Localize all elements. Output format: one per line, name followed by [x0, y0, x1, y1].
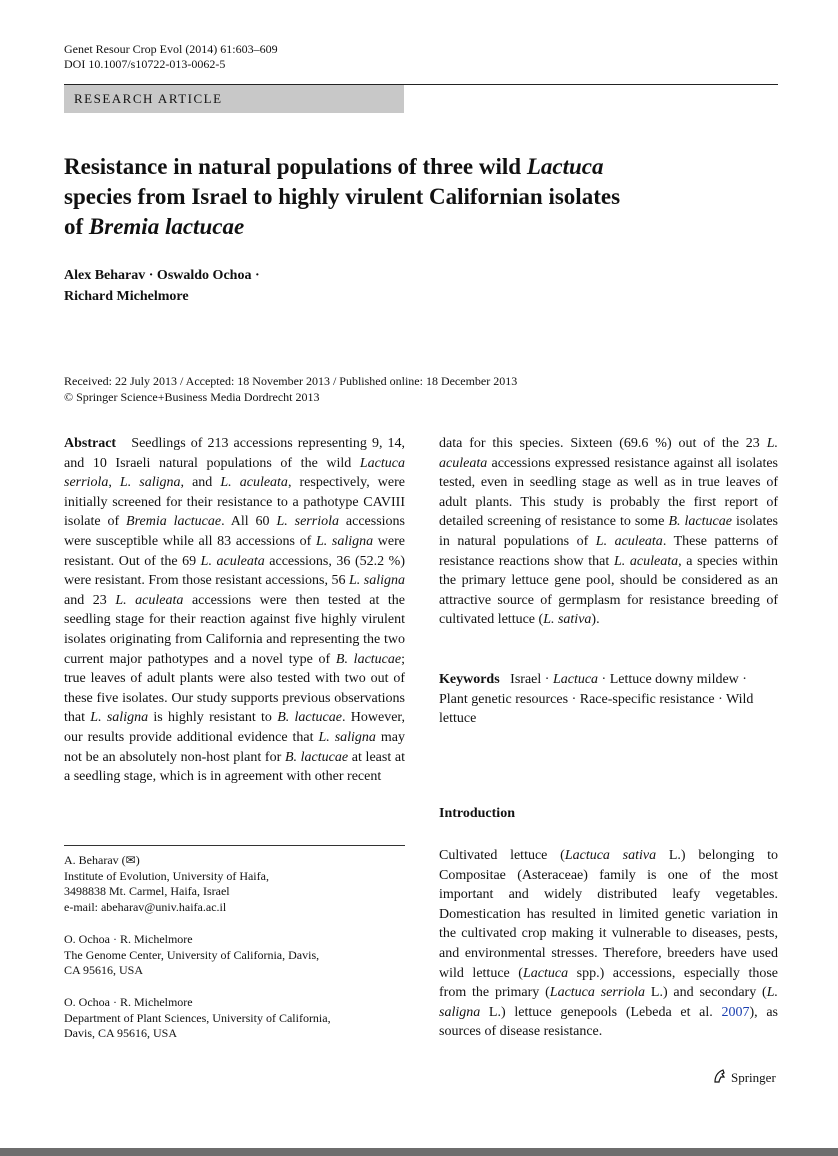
abstract-left [64, 434, 405, 787]
affiliation-line: The Genome Center, University of California, Davis, [64, 947, 320, 962]
affiliation-1 [64, 853, 394, 915]
email-link[interactable]: e-mail: abeharav@univ.haifa.ac.il [64, 899, 227, 914]
affiliation-line: CA 95616, USA [64, 963, 144, 977]
title-line: of Bremia lactucae [64, 214, 245, 239]
article-type-label: RESEARCH ARTICLE [64, 85, 404, 113]
affiliation-line: O. Ochoa · R. Michelmore [64, 932, 193, 946]
authors-line: Alex Beharav · Oswaldo Ochoa · [64, 268, 260, 283]
article-title [64, 152, 744, 242]
footnote-separator [64, 845, 405, 846]
authors [64, 265, 260, 307]
title-line: Resistance in natural populations of three wild Lactuca [64, 154, 604, 179]
springer-logo [712, 1068, 776, 1088]
affiliation-line: Institute of Evolution, University of Haifa, [64, 868, 269, 883]
introduction-heading: Introduction [439, 806, 515, 821]
bottom-bar [0, 1148, 838, 1156]
title-line: species from Israel to highly virulent Californian isolates [64, 184, 621, 209]
dates-block [64, 374, 517, 405]
abstract-heading: Abstract [64, 436, 117, 451]
abstract-text: Seedlings of 213 accessions representing 9, 14, and 10 Israeli natural populations of the wild Lactuca serriola, L. saligna, and L. aculeata, respectively, were initially screened for their resistance to a pathotype CAVIII isolate of Bremia lactucae. All 60 L. serriola accessions were susceptible while all 83 accessions of L. saligna were resistant. Out of the 69 L. aculeata accessions, 36 (52.2 %) were resistant. From those resistant accessions, 56 L. saligna and 23 L. aculeata accessions were then tested at the seedling stage for their reaction against five highly virulent isolates originating from California and representing the two current major pathotypes and a novel type of B. lactucae; true leaves of adult plants were also tested with two out of these five isolates. Our study supports previous observations that L. saligna is highly resistant to B. lactucae. However, our results provide additional evidence that L. saligna may not be an absolutely non-host plant for B. lactucae at least at a seedling stage, which is in agreement with other recent [64, 436, 406, 785]
affiliation-line: 3498838 Mt. Carmel, Haifa, Israel [64, 884, 230, 898]
springer-wordmark: Springer [731, 1070, 776, 1085]
introduction-text: Cultivated lettuce (Lactuca sativa L.) belonging to Compositae (Asteraceae) family is one of the most important and widely distributed leafy vegetables. Domestication has resulted in limited genetic variation in the cultivated crop making it vulnerable to diseases, pests, and environmental stresses. Therefore, breeders have used wild lettuce (Lactuca spp.) accessions, especially those from the primary (Lactuca serriola L.) and secondary (L. saligna L.) lettuce genepools (Lebeda et al. 2007), as sources of disease resistance. [439, 848, 779, 1040]
journal-header [64, 42, 278, 72]
affiliation-line: O. Ochoa · R. Michelmore [64, 995, 193, 1009]
keywords-text: Israel · Lactuca · Lettuce downy mildew · Plant genetic resources · Race-specific resistance · Wild lettuce [439, 672, 754, 727]
affiliation-line: A. Beharav (✉) [64, 853, 140, 867]
affiliation-2 [64, 932, 394, 979]
copyright: © Springer Science+Business Media Dordrecht 2013 [64, 389, 320, 404]
affiliation-line: Davis, CA 95616, USA [64, 1026, 178, 1040]
springer-horse-icon [712, 1068, 728, 1088]
authors-line: Richard Michelmore [64, 289, 189, 304]
journal-citation: Genet Resour Crop Evol (2014) 61:603–609 [64, 42, 278, 56]
affiliation-3 [64, 995, 394, 1042]
doi[interactable]: DOI 10.1007/s10722-013-0062-5 [64, 57, 226, 71]
keywords-heading: Keywords [439, 672, 500, 687]
affiliation-line: Department of Plant Sciences, University of California, [64, 1010, 331, 1025]
keywords [439, 670, 778, 729]
abstract-right [439, 434, 778, 630]
abstract-continued: data for this species. Sixteen (69.6 %) out of the 23 L. aculeata accessions expressed resistance against all isolates tested, even in seedling stage as well as in true leaves of adult plants. This study is probably the first report of detailed screening of resistance to some B. lactucae isolates in natural populations of L. aculeata. These patterns of resistance reactions show that L. aculeata, a species within the primary lettuce gene pool, should be considered as an attractive source of germplasm for resistance breeding of cultivated lettuce (L. sativa). [439, 436, 779, 628]
received-dates: Received: 22 July 2013 / Accepted: 18 November 2013 / Published online: 18 December 2013 [64, 374, 518, 388]
